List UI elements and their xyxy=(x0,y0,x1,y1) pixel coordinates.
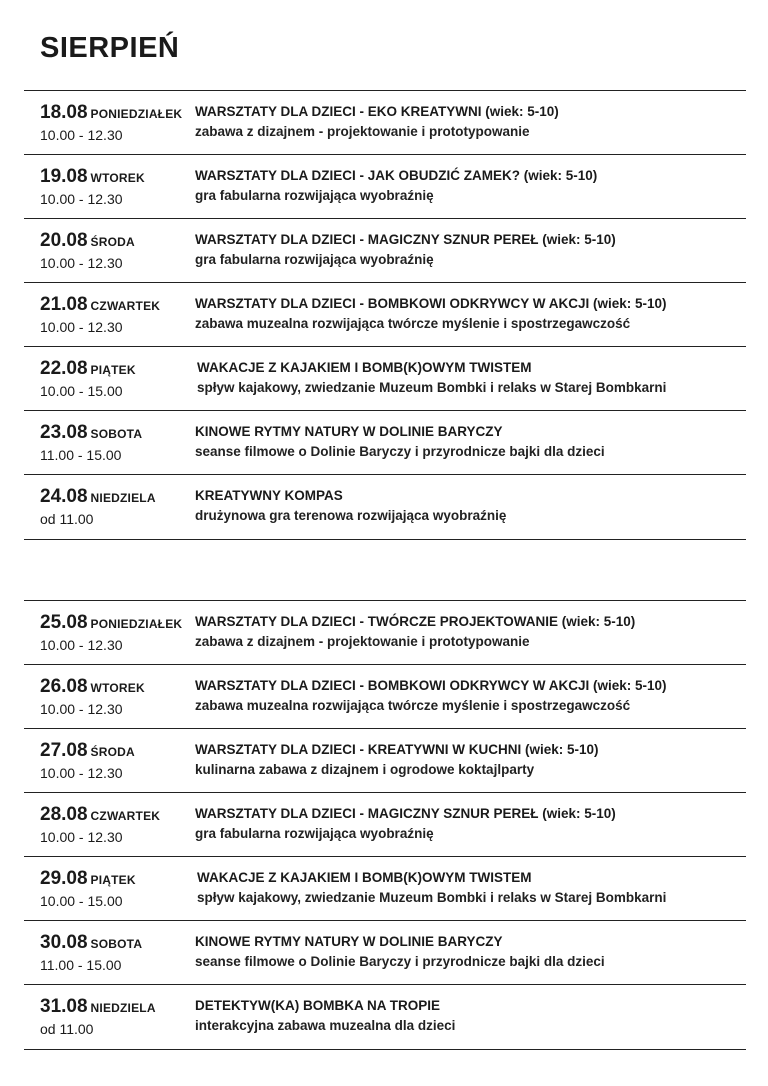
event-title: WARSZTATY DLA DZIECI - MAGICZNY SZNUR PEREŁ (wiek: 5-10) xyxy=(195,806,616,821)
event-day: SOBOTA xyxy=(90,427,143,441)
event-time: 10.00 - 12.30 xyxy=(40,765,123,781)
event-title: WARSZTATY DLA DZIECI - TWÓRCZE PROJEKTOWANIE (wiek: 5-10) xyxy=(195,614,636,629)
event-description: zabawa z dizajnem - projektowanie i prototypowanie xyxy=(195,634,530,649)
event-column xyxy=(195,166,740,206)
date-column xyxy=(40,166,200,208)
event-title: WARSZTATY DLA DZIECI - EKO KREATYWNI (wiek: 5-10) xyxy=(195,104,559,119)
event-title: KINOWE RYTMY NATURY W DOLINIE BARYCZY xyxy=(195,424,503,439)
event-description: zabawa muzealna rozwijająca twórcze myślenie i spostrzegawczość xyxy=(195,698,631,713)
event-description: gra fabularna rozwijająca wyobraźnię xyxy=(195,188,434,203)
event-time: 10.00 - 12.30 xyxy=(40,127,123,143)
schedule-row xyxy=(24,410,746,474)
event-day: PIĄTEK xyxy=(90,363,136,377)
event-day: ŚRODA xyxy=(90,235,135,249)
event-date: 31.08 xyxy=(40,996,88,1017)
date-column xyxy=(40,740,200,782)
event-description: seanse filmowe o Dolinie Baryczy i przyrodnicze bajki dla dzieci xyxy=(195,444,605,459)
event-time: od 11.00 xyxy=(40,511,94,527)
event-title: WARSZTATY DLA DZIECI - KREATYWNI W KUCHNI (wiek: 5-10) xyxy=(195,742,599,757)
event-day: WTOREK xyxy=(90,171,145,185)
event-description: spływ kajakowy, zwiedzanie Muzeum Bombki i relaks w Starej Bombkarni xyxy=(197,380,667,395)
event-title: KINOWE RYTMY NATURY W DOLINIE BARYCZY xyxy=(195,934,503,949)
event-column xyxy=(195,932,740,972)
schedule-row xyxy=(24,984,746,1050)
event-date: 21.08 xyxy=(40,294,88,315)
event-time: 10.00 - 12.30 xyxy=(40,637,123,653)
event-title: KREATYWNY KOMPAS xyxy=(195,488,343,503)
event-column xyxy=(195,996,740,1036)
event-column xyxy=(197,868,742,908)
event-date: 22.08 xyxy=(40,358,88,379)
schedule-section-2 xyxy=(24,600,746,1050)
event-date: 20.08 xyxy=(40,230,88,251)
event-description: spływ kajakowy, zwiedzanie Muzeum Bombki i relaks w Starej Bombkarni xyxy=(197,890,667,905)
event-date: 24.08 xyxy=(40,486,88,507)
event-day: PIĄTEK xyxy=(90,873,136,887)
event-column xyxy=(195,804,740,844)
date-column xyxy=(40,868,200,910)
event-time: 10.00 - 15.00 xyxy=(40,383,123,399)
event-description: drużynowa gra terenowa rozwijająca wyobraźnię xyxy=(195,508,507,523)
event-description: gra fabularna rozwijająca wyobraźnię xyxy=(195,826,434,841)
event-date: 25.08 xyxy=(40,612,88,633)
event-time: 10.00 - 12.30 xyxy=(40,319,123,335)
schedule-row xyxy=(24,792,746,856)
schedule-row xyxy=(24,346,746,410)
date-column xyxy=(40,358,200,400)
event-date: 29.08 xyxy=(40,868,88,889)
date-column xyxy=(40,676,200,718)
date-column xyxy=(40,102,200,144)
event-description: kulinarna zabawa z dizajnem i ogrodowe koktajlparty xyxy=(195,762,535,777)
event-time: 10.00 - 12.30 xyxy=(40,191,123,207)
event-time: od 11.00 xyxy=(40,1021,94,1037)
date-column xyxy=(40,932,200,974)
event-column xyxy=(195,612,740,652)
event-time: 11.00 - 15.00 xyxy=(40,447,122,463)
schedule-row xyxy=(24,728,746,792)
event-description: zabawa z dizajnem - projektowanie i prototypowanie xyxy=(195,124,530,139)
event-time: 10.00 - 12.30 xyxy=(40,829,123,845)
schedule-row xyxy=(24,920,746,984)
schedule-row xyxy=(24,664,746,728)
event-column xyxy=(195,740,740,780)
event-day: SOBOTA xyxy=(90,937,143,951)
event-column xyxy=(195,486,740,526)
event-column xyxy=(195,676,740,716)
event-title: WARSZTATY DLA DZIECI - JAK OBUDZIĆ ZAMEK? (wiek: 5-10) xyxy=(195,168,598,183)
event-date: 30.08 xyxy=(40,932,88,953)
event-description: interakcyjna zabawa muzealna dla dzieci xyxy=(195,1018,456,1033)
schedule-row xyxy=(24,600,746,664)
page-title: SIERPIEŃ xyxy=(40,32,180,64)
event-date: 23.08 xyxy=(40,422,88,443)
schedule-section-1 xyxy=(24,90,746,540)
event-title: DETEKTYW(KA) BOMBKA NA TROPIE xyxy=(195,998,440,1013)
event-title: WARSZTATY DLA DZIECI - BOMBKOWI ODKRYWCY W AKCJI (wiek: 5-10) xyxy=(195,296,667,311)
event-title: WAKACJE Z KAJAKIEM I BOMB(K)OWYM TWISTEM xyxy=(197,360,532,375)
event-day: NIEDZIELA xyxy=(90,491,156,505)
date-column xyxy=(40,294,200,336)
date-column xyxy=(40,612,200,654)
event-day: CZWARTEK xyxy=(90,299,161,313)
event-day: CZWARTEK xyxy=(90,809,161,823)
event-column xyxy=(195,294,740,334)
event-day: ŚRODA xyxy=(90,745,135,759)
event-column xyxy=(195,422,740,462)
schedule-row xyxy=(24,90,746,154)
event-time: 10.00 - 12.30 xyxy=(40,255,123,271)
schedule-row xyxy=(24,154,746,218)
date-column xyxy=(40,486,200,528)
event-day: WTOREK xyxy=(90,681,145,695)
event-date: 28.08 xyxy=(40,804,88,825)
event-title: WARSZTATY DLA DZIECI - BOMBKOWI ODKRYWCY W AKCJI (wiek: 5-10) xyxy=(195,678,667,693)
date-column xyxy=(40,230,200,272)
event-title: WAKACJE Z KAJAKIEM I BOMB(K)OWYM TWISTEM xyxy=(197,870,532,885)
event-day: PONIEDZIAŁEK xyxy=(90,107,183,121)
date-column xyxy=(40,804,200,846)
event-date: 27.08 xyxy=(40,740,88,761)
event-title: WARSZTATY DLA DZIECI - MAGICZNY SZNUR PEREŁ (wiek: 5-10) xyxy=(195,232,616,247)
event-time: 10.00 - 15.00 xyxy=(40,893,123,909)
event-date: 18.08 xyxy=(40,102,88,123)
schedule-row xyxy=(24,282,746,346)
event-description: zabawa muzealna rozwijająca twórcze myślenie i spostrzegawczość xyxy=(195,316,631,331)
event-column xyxy=(197,358,742,398)
event-time: 11.00 - 15.00 xyxy=(40,957,122,973)
event-day: PONIEDZIAŁEK xyxy=(90,617,183,631)
event-time: 10.00 - 12.30 xyxy=(40,701,123,717)
event-day: NIEDZIELA xyxy=(90,1001,156,1015)
date-column xyxy=(40,422,200,464)
schedule-row xyxy=(24,474,746,540)
event-column xyxy=(195,102,740,142)
schedule-row xyxy=(24,856,746,920)
event-description: gra fabularna rozwijająca wyobraźnię xyxy=(195,252,434,267)
schedule-row xyxy=(24,218,746,282)
event-date: 26.08 xyxy=(40,676,88,697)
event-column xyxy=(195,230,740,270)
date-column xyxy=(40,996,200,1038)
event-date: 19.08 xyxy=(40,166,88,187)
event-description: seanse filmowe o Dolinie Baryczy i przyrodnicze bajki dla dzieci xyxy=(195,954,605,969)
